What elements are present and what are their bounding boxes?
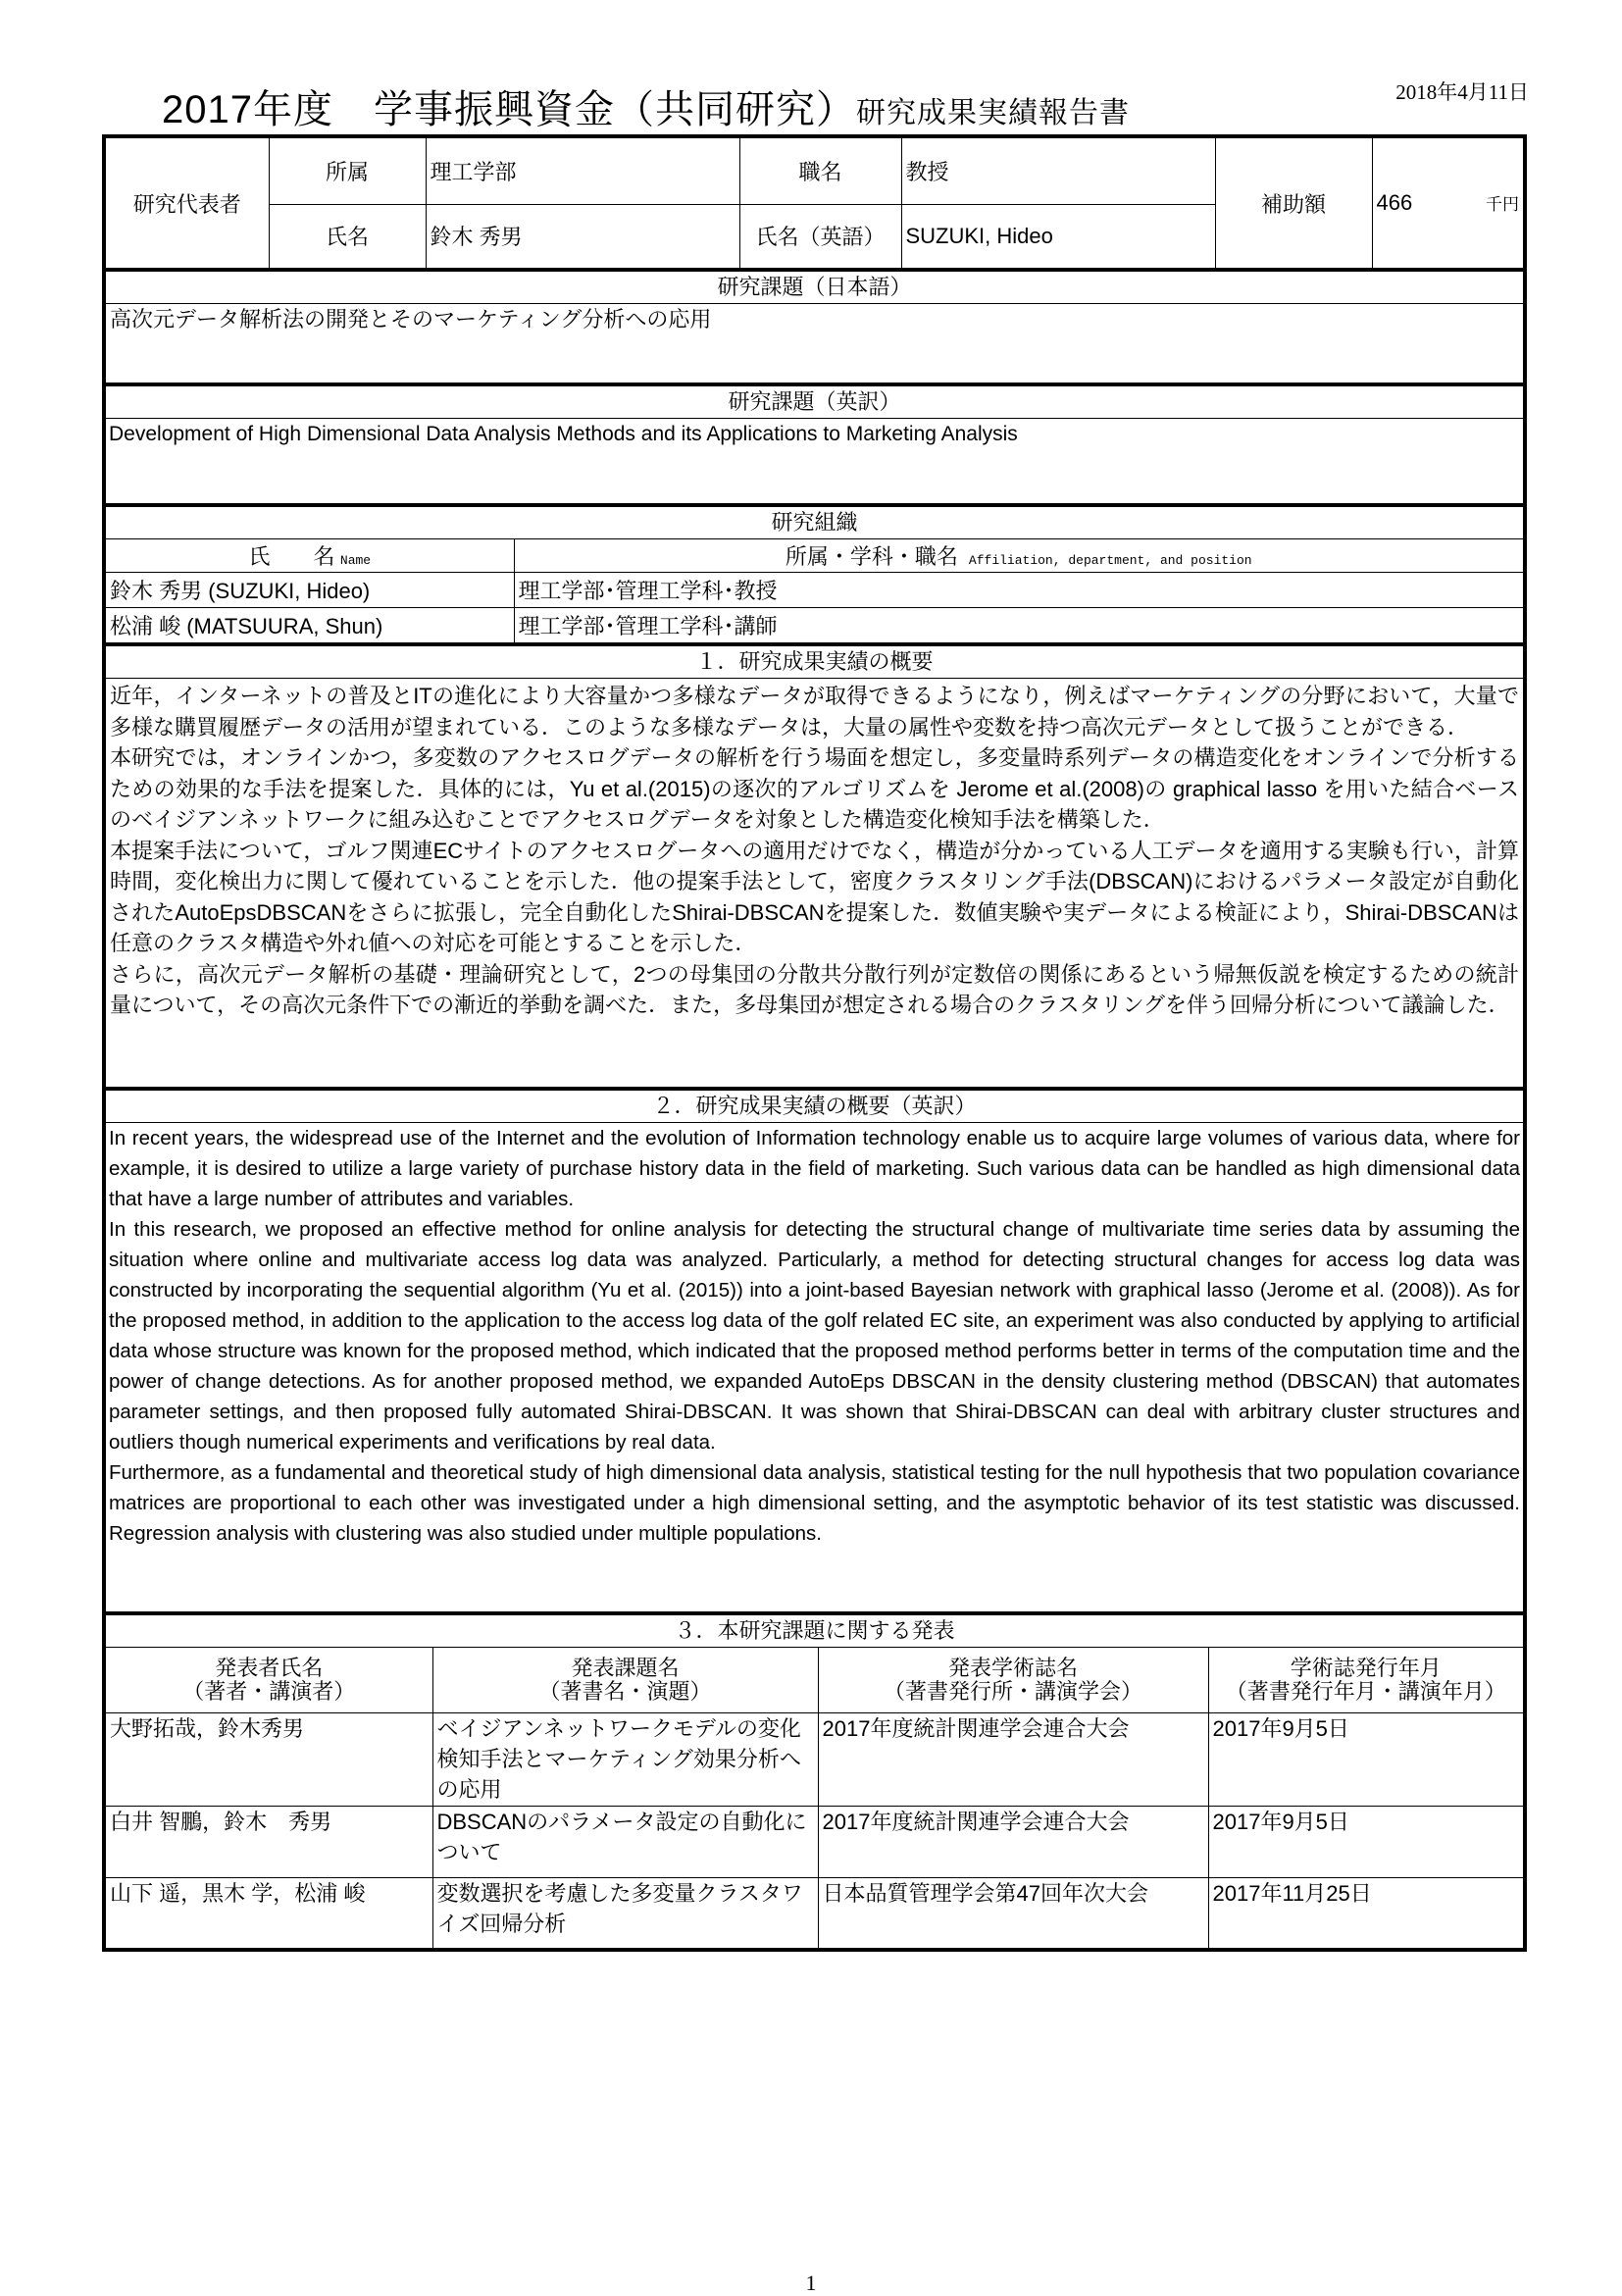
summary-en-paragraph: In recent years, the widespread use of the Internet and the evolution of Information technology enable us to acquire large volumes of various data, where for example, it is desired to utilize a large variety of purchase history data in the field of marketing. Such various data can be handled as high dimensional data that have a large number of attributes and variables. <box>109 1127 1520 1210</box>
publication-row <box>106 1877 1523 1948</box>
page-number: 1 <box>805 2270 817 2295</box>
summary-en-heading: ２．研究成果実績の概要（英訳） <box>106 1091 1523 1123</box>
title-en-heading: 研究課題（英訳） <box>106 386 1523 419</box>
pub-title: ベイジアンネットワークモデルの変化検知手法とマーケティング効果分析への応用 <box>432 1712 818 1806</box>
publication-row <box>106 1712 1523 1806</box>
representative-table <box>106 138 1523 272</box>
pub-title: DBSCANのパラメータ設定の自動化について <box>432 1806 818 1877</box>
pub-date: 2017年9月5日 <box>1208 1806 1523 1877</box>
position-value: 教授 <box>901 138 1215 204</box>
organization-table <box>106 539 1523 642</box>
pub-venue: 2017年度統計関連学会連合大会 <box>818 1712 1208 1806</box>
title-ja-text: 高次元データ解析法の開発とそのマーケティング分析への応用 <box>110 307 712 332</box>
report-form <box>102 134 1527 1952</box>
pub-venue: 日本品質管理学会第47回年次大会 <box>818 1877 1208 1948</box>
position-label: 職名 <box>739 138 901 204</box>
publications-header-row <box>106 1648 1523 1712</box>
org-aff-col-en: Affiliation, department, and position <box>968 552 1252 568</box>
col-sub: （著者・講演者） <box>182 1678 356 1704</box>
col-main: 学術誌発行年月 <box>1290 1655 1442 1680</box>
name-en-value: SUZUKI, Hideo <box>901 204 1215 270</box>
summary-en-paragraph: In this research, we proposed an effective method for online analysis for detecting the structural change of multivariate time series data by assuming the situation where online and multivariate access log data was analyzed. Particularly, a method for detecting structural changes for access log data was constructed by incorporating the sequential algorithm (Yu et al. (2015)) into a joint-based Bayesian network with graphical lasso (Jerome et al. (2008)). As for the proposed method, in addition to the application to the access log data of the golf related EC site, an experiment was also conducted by applying to artificial data whose structure was known for the proposed method, which indicated that the proposed method performs better in terms of the computation time and the power of change detections. As for another proposed method, we expanded AutoEps DBSCAN in the density clustering method (DBSCAN) that automates parameter settings, and then proposed fully automated Shirai-DBSCAN. It was shown that Shirai-DBSCAN can deal with arbitrary cluster structures and outliers though numerical experiments and verifications by real data. <box>109 1218 1520 1454</box>
grant-amount-cell <box>1372 138 1523 270</box>
summary-en-section <box>106 1091 1523 1615</box>
publication-row <box>106 1806 1523 1877</box>
publications-table <box>106 1648 1523 1948</box>
grant-label: 補助額 <box>1215 138 1372 270</box>
col-date <box>1208 1648 1523 1712</box>
affiliation-label: 所属 <box>269 138 426 204</box>
org-aff-col: 所属・学科・職名 <box>785 543 958 569</box>
col-main: 発表学術誌名 <box>947 1655 1078 1680</box>
title-sub: 研究成果実績報告書 <box>855 97 1130 129</box>
organization-section <box>106 507 1523 646</box>
pub-venue: 2017年度統計関連学会連合大会 <box>818 1806 1208 1877</box>
col-sub: （著書発行年月・講演年月） <box>1225 1678 1506 1704</box>
pub-presenters: 山下 遥，黒木 学，松浦 峻 <box>106 1877 432 1948</box>
pub-title: 変数選択を考慮した多変量クラスタワイズ回帰分析 <box>432 1877 818 1948</box>
pub-date: 2017年11月25日 <box>1208 1877 1523 1948</box>
summary-en-paragraph: Furthermore, as a fundamental and theoretical study of high dimensional data analysis, statistical testing for the null hypothesis that two population covariance matrices are proportional to each other was investigated under a high dimensional setting, and the asymptotic behavior of its test statistic was discussed. Regression analysis with clustering was also studied under multiple populations. <box>109 1461 1520 1545</box>
org-name-col: 氏 名 <box>248 543 335 569</box>
title-ja-section <box>106 272 1523 386</box>
summary-en-body <box>106 1123 1523 1611</box>
name-value: 鈴木 秀男 <box>426 204 739 270</box>
affiliation-value: 理工学部 <box>426 138 739 204</box>
name-en-label: 氏名（英語） <box>739 204 901 270</box>
summary-ja-heading: １．研究成果実績の概要 <box>106 646 1523 679</box>
publications-heading: ３．本研究課題に関する発表 <box>106 1615 1523 1648</box>
pub-presenters: 大野拓哉，鈴木秀男 <box>106 1712 432 1806</box>
organization-heading: 研究組織 <box>106 507 1523 539</box>
col-title <box>432 1648 818 1712</box>
summary-ja-paragraph: 本研究では，オンラインかつ，多変数のアクセスログデータの解析を行う場面を想定し，多変量時系列データの構造変化をオンラインで分析するための効果的な手法を提案した．具体的には，Yu et al.(2015)の逐次的アルゴリズムを Jerome et al.(2008)の graphical lasso を用いた結合ベースのベイジアンネットワークに組み込むことでアクセスログデータを対象とした構造変化検知手法を構築した． <box>110 745 1519 832</box>
col-main: 発表者氏名 <box>215 1655 324 1680</box>
grant-amount: 466 <box>1376 190 1413 215</box>
summary-ja-paragraph: さらに，高次元データ解析の基礎・理論研究として，2つの母集団の分散共分散行列が定数倍の関係にあるという帰無仮説を検定するための統計量について，その高次元条件下での漸近的挙動を調べた．また，多母集団が想定される場合のクラスタリングを伴う回帰分析について議論した． <box>110 961 1519 1017</box>
pub-date: 2017年9月5日 <box>1208 1712 1523 1806</box>
pub-presenters: 白井 智鵬，鈴木 秀男 <box>106 1806 432 1877</box>
col-sub: （著書発行所・講演学会） <box>883 1678 1142 1704</box>
publications-section <box>106 1615 1523 1948</box>
title-en-text: Development of High Dimensional Data Analysis Methods and its Applications to Marketing Analysis <box>109 423 1018 445</box>
name-label: 氏名 <box>269 204 426 270</box>
member-affiliation: 理工学部･管理工学科･教授 <box>514 572 1523 607</box>
member-name: 松浦 峻 (MATSUURA, Shun) <box>106 607 514 642</box>
col-venue <box>818 1648 1208 1712</box>
col-presenters <box>106 1648 432 1712</box>
summary-ja-paragraph: 近年，インターネットの普及とITの進化により大容量かつ多様なデータが取得できるようになり，例えばマーケティングの分野において，大量で多様な購買履歴データの活用が望まれている．このような多様なデータは，大量の属性や変数を持つ高次元データとして扱うことができる． <box>110 684 1519 740</box>
grant-unit: 千円 <box>1486 195 1519 214</box>
document-title <box>162 78 1130 134</box>
col-main: 発表課題名 <box>571 1655 680 1680</box>
org-name-header <box>106 539 514 572</box>
org-name-col-en: Name <box>339 552 372 568</box>
title-ja-heading: 研究課題（日本語） <box>106 272 1523 304</box>
col-sub: （著書名・演題） <box>538 1678 712 1704</box>
member-name: 鈴木 秀男 (SUZUKI, Hideo) <box>106 572 514 607</box>
representative-label: 研究代表者 <box>106 138 269 270</box>
summary-ja-section <box>106 646 1523 1091</box>
report-date: 2018年4月11日 <box>1395 80 1529 104</box>
title-main: 2017年度 学事振興資金（共同研究） <box>162 88 856 131</box>
member-row <box>106 572 1523 607</box>
org-aff-header <box>514 539 1523 572</box>
member-row <box>106 607 1523 642</box>
member-affiliation: 理工学部･管理工学科･講師 <box>514 607 1523 642</box>
title-en-section <box>106 386 1523 507</box>
summary-ja-body <box>106 679 1523 1087</box>
summary-ja-paragraph: 本提案手法について，ゴルフ関連ECサイトのアクセスログータへの適用だけでなく，構造が分かっている人工データを適用する実験も行い，計算時間，変化検出力に関して優れていることを示した．他の提案手法として，密度クラスタリング手法(DBSCAN)におけるパラメータ設定が自動化されたAutoEpsDBSCANをさらに拡張し，完全自動化したShirai-DBSCANを提案した．数値実験や実データによる検証により，Shirai-DBSCANは任意のクラスタ構造や外れ値への対応を可能とすることを示した． <box>110 838 1519 955</box>
